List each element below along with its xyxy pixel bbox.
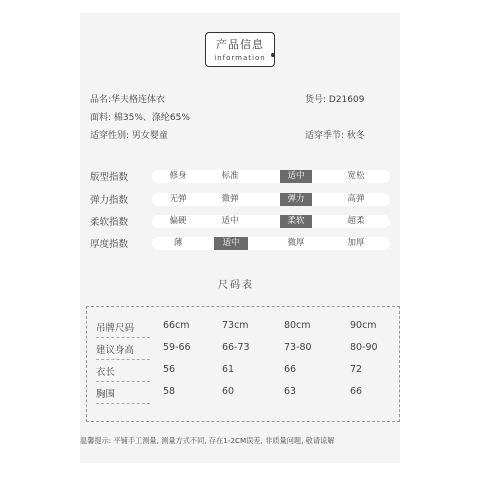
row-divider xyxy=(96,337,150,338)
index-option: 适中 xyxy=(221,216,239,226)
index-option: 微弹 xyxy=(221,194,239,204)
size-table-title: 尺码表 xyxy=(218,280,254,291)
fit-index-label: 版型指数 xyxy=(90,172,129,183)
thickness-index-bar xyxy=(152,237,390,250)
size-cell: 73cm xyxy=(222,320,249,331)
size-cell: 66 xyxy=(284,364,297,375)
size-row-label: 建议身高 xyxy=(96,345,135,356)
index-option: 适中 xyxy=(214,237,248,250)
thickness-index-label: 厚度指数 xyxy=(90,239,129,250)
size-row-label: 吊牌尺码 xyxy=(96,323,135,334)
product-sku: 货号: D21609 xyxy=(305,95,365,105)
size-cell: 80-90 xyxy=(350,342,378,353)
index-option: 加厚 xyxy=(347,238,365,248)
size-cell: 63 xyxy=(284,386,297,397)
index-option: 偏硬 xyxy=(169,216,187,226)
elasticity-index-bar xyxy=(152,193,390,206)
size-cell: 66 xyxy=(350,386,363,397)
size-cell: 61 xyxy=(222,364,235,375)
index-option: 微厚 xyxy=(287,238,305,248)
size-cell: 66cm xyxy=(163,320,190,331)
size-cell: 56 xyxy=(163,364,176,375)
header-dot-icon xyxy=(271,53,275,57)
row-divider xyxy=(96,359,150,360)
header-title-en: information xyxy=(214,54,266,62)
index-option: 高弹 xyxy=(347,194,365,204)
size-cell: 59-66 xyxy=(163,342,191,353)
size-cell: 60 xyxy=(222,386,235,397)
row-divider xyxy=(96,381,150,382)
softness-index-label: 柔软指数 xyxy=(90,217,129,228)
fit-index-bar xyxy=(152,170,390,183)
index-option: 标准 xyxy=(221,171,239,181)
size-row-label: 衣长 xyxy=(96,367,116,378)
index-option: 无弹 xyxy=(169,194,187,204)
elasticity-index-label: 弹力指数 xyxy=(90,195,129,206)
product-fabric: 面料: 棉35%、涤纶65% xyxy=(90,113,190,123)
index-option: 薄 xyxy=(173,238,183,248)
size-row-label: 胸围 xyxy=(96,389,116,400)
index-option: 超柔 xyxy=(347,216,365,226)
index-option: 柔软 xyxy=(280,215,312,228)
index-option: 宽松 xyxy=(347,171,365,181)
measurement-note: 温馨提示: 平铺手工测量, 测量方式不同, 存在1-2CM误差, 非质量问题, 敬请谅解 xyxy=(80,436,335,445)
softness-index-bar xyxy=(152,215,390,228)
size-cell: 72 xyxy=(350,364,363,375)
index-option: 弹力 xyxy=(280,193,312,206)
size-cell: 66-73 xyxy=(222,342,250,353)
size-cell: 90cm xyxy=(350,320,377,331)
index-option: 适中 xyxy=(280,170,312,183)
product-gender: 适穿性别: 男女婴童 xyxy=(90,131,168,141)
size-cell: 80cm xyxy=(284,320,311,331)
product-season: 适穿季节: 秋冬 xyxy=(305,131,365,141)
product-name: 品名:华夫格连体衣 xyxy=(90,95,166,105)
row-divider xyxy=(96,403,150,404)
size-cell: 58 xyxy=(163,386,176,397)
index-option: 修身 xyxy=(169,171,187,181)
product-info-header xyxy=(205,32,275,67)
header-title-cn: 产品信息 xyxy=(216,38,264,51)
size-cell: 73-80 xyxy=(284,342,312,353)
